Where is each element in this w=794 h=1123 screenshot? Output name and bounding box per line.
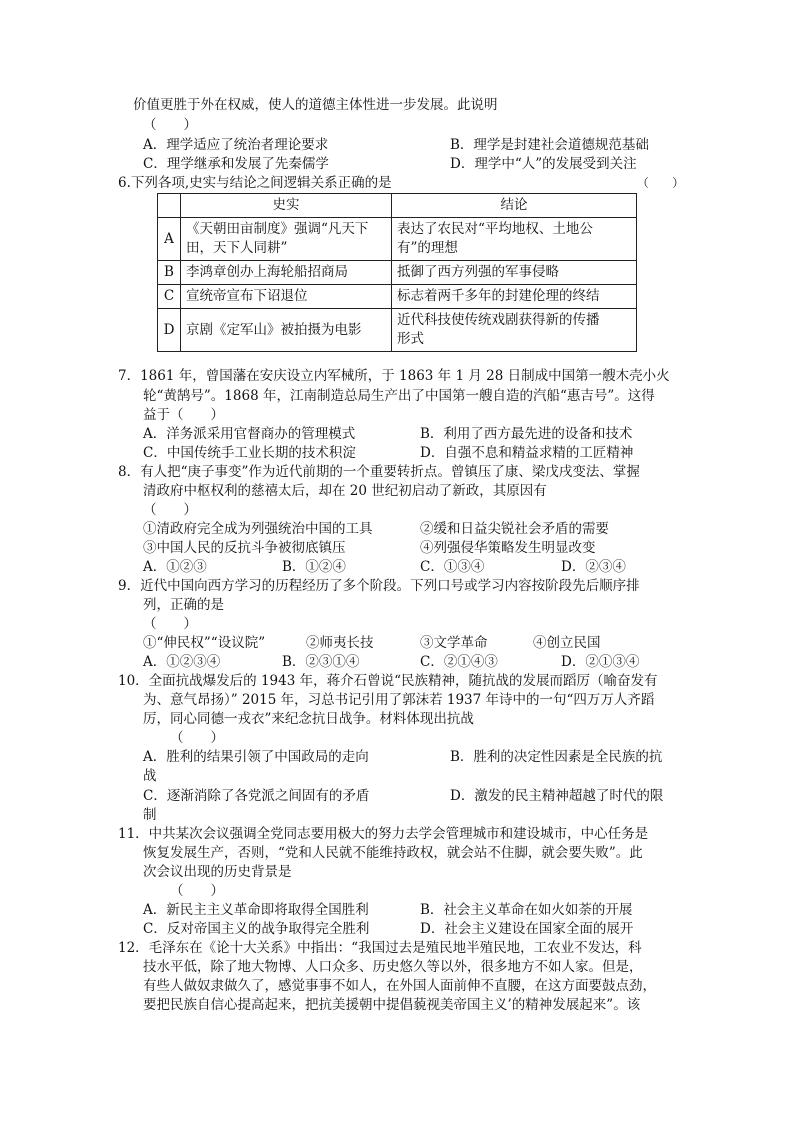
q7-stem-line: 益于（ ） xyxy=(143,407,224,423)
q5-stem-tail: 价值更胜于外在权威，使人的道德主体性进一步发展。此说明 xyxy=(133,97,498,113)
q10-option-b: B．胜利的决定性因素是全民族的抗 xyxy=(450,749,663,765)
conclusion-line: 标志着两千多年的封建伦理的终结 xyxy=(397,288,600,304)
q12-stem-line: 有些人做奴隶做久了，感觉事事不如人，在外国人面前伸不直腰，在这方面要鼓点劲， xyxy=(143,978,656,994)
q9-stem-line: 9．近代中国向西方学习的历程经历了多个阶段。下列口号或学习内容按阶段先后顺序排 xyxy=(118,578,640,594)
q10-option-c: C．逐渐消除了各党派之间固有的矛盾 xyxy=(143,788,370,804)
q12-stem-line: 要把民族自信心提高起来，把抗美援朝中提倡藐视美帝国主义’的精神发展起来”。该 xyxy=(143,997,641,1013)
q11-stem-line: 次会议出现的历史背景是 xyxy=(143,864,292,880)
conclusion-line: 表达了农民对“平均地权、土地公 xyxy=(397,221,593,237)
q8-stem-line: 8．有人把“庚子事变”作为近代前期的一个重要转折点。曾镇压了康、梁戊戌变法、掌握 xyxy=(118,464,640,480)
q11-option-a: A．新民主主义革命即将取得全国胜利 xyxy=(143,902,369,918)
q9-option-c: C．②①④③ xyxy=(420,654,498,670)
q11-option-d: D．社会主义建设在国家全面的展开 xyxy=(420,921,634,937)
q10-option-a: A．胜利的结果引领了中国政局的走向 xyxy=(143,749,369,765)
q5-option-c: C．理学继承和发展了先秦儒学 xyxy=(143,156,329,172)
row-conclusion xyxy=(392,309,637,352)
q11-stem-line: 11．中共某次会议强调全党同志要用极大的努力去学会管理城市和建设城市，中心任务是 xyxy=(118,826,649,842)
q7-stem-line: 7．1861 年，曾国藩在安庆设立内军械所，于 1863 年 1 月 28 日制成中国第一艘木壳小火 xyxy=(118,368,670,384)
q12-stem-line: 12．毛泽东在《论十大关系》中指出：“我国过去是殖民地半殖民地，工农业不发达，科 xyxy=(118,940,642,956)
q8-item: ③中国人民的反抗斗争被彻底镇压 xyxy=(143,540,346,556)
table-header-blank xyxy=(158,194,181,218)
q5-answer-blank: （ ） xyxy=(143,117,197,133)
conclusion-line: 有”的理想 xyxy=(397,240,458,256)
q10-stem-line: 厉，同心同德一戎衣”来纪念抗日战争。材料体现出抗战 xyxy=(143,711,474,727)
q5-option-b: B．理学是封建社会道德规范基础 xyxy=(450,137,649,153)
conclusion-line: 抵御了西方列强的军事侵略 xyxy=(397,264,559,280)
q9-option-b: B．②③①④ xyxy=(282,654,360,670)
fact-line: 京剧《定军山》被拍摄为电影 xyxy=(186,321,362,338)
q6-stem: 6.下列各项,史实与结论之间逻辑关系正确的是 xyxy=(118,175,392,191)
q6-answer-blank: （ ） xyxy=(637,176,684,190)
q9-item: ②师夷长技 xyxy=(306,635,374,651)
row-letter: D xyxy=(158,309,181,352)
q8-item: ②缓和日益尖锐社会矛盾的需要 xyxy=(420,521,609,537)
q9-answer-blank: （ ） xyxy=(143,616,197,632)
q8-item: ④列强侵华策略发生明显改变 xyxy=(420,540,596,556)
q11-stem-line: 恢复发展生产，否则，“党和人民就不能维持政权，就会站不住脚，就会要失败”。此 xyxy=(143,845,643,861)
q9-item: ①“伸民权”“设议院” xyxy=(143,635,266,651)
row-letter: A xyxy=(158,218,181,261)
q7-option-a: A．洋务派采用官督商办的管理模式 xyxy=(143,426,356,442)
q10-option-d: D．激发的民主精神超越了时代的限 xyxy=(450,788,664,804)
q11-option-c: C．反对帝国主义的战争取得完全胜利 xyxy=(143,921,370,937)
q7-stem-line: 轮“黄鹄号”。1868 年，江南制造总局生产出了中国第一艘自造的汽船“惠吉号”。这得 xyxy=(143,388,655,404)
row-conclusion xyxy=(392,218,637,261)
row-letter: B xyxy=(158,261,181,285)
q8-answer-blank: （ ） xyxy=(143,502,197,518)
q10-answer-blank: （ ） xyxy=(170,730,224,746)
row-conclusion xyxy=(392,261,637,285)
conclusion-line: 形式 xyxy=(397,331,424,347)
table-header-fact: 史实 xyxy=(181,194,392,218)
conclusion-line: 近代科技使传统戏剧获得新的传播 xyxy=(397,312,600,328)
row-fact xyxy=(181,309,392,352)
row-letter: C xyxy=(158,285,181,309)
q8-option-a: A．①②③ xyxy=(143,559,207,575)
q8-option-b: B．①②④ xyxy=(282,559,346,575)
fact-line: 《天朝田亩制度》强调“凡天下 xyxy=(186,221,369,237)
q6-table xyxy=(157,193,637,352)
table-row xyxy=(158,218,637,261)
q10-stem-line: 10．全面抗战爆发后的 1943 年，蒋介石曾说“民族精神，随抗战的发展而蹈厉（喻奋发有 xyxy=(118,673,658,689)
table-row xyxy=(158,261,637,285)
q9-option-a: A．①②③④ xyxy=(143,654,221,670)
fact-line: 宣统帝宣布下诏退位 xyxy=(186,288,308,304)
row-fact xyxy=(181,285,392,309)
fact-line: 田，天下人同耕” xyxy=(186,240,288,256)
q7-option-d: D．自强不息和精益求精的工匠精神 xyxy=(420,445,634,461)
q9-item: ④创立民国 xyxy=(533,635,601,651)
table-row xyxy=(158,309,637,352)
row-fact xyxy=(181,261,392,285)
table-row xyxy=(158,285,637,309)
q9-stem-line: 列，正确的是 xyxy=(143,597,224,613)
q7-option-b: B．利用了西方最先进的设备和技术 xyxy=(420,426,633,442)
q8-item: ①清政府完全成为列强统治中国的工具 xyxy=(143,521,373,537)
table-header-row xyxy=(158,194,637,218)
q10-option-b-wrap: 战 xyxy=(143,768,157,784)
q9-item: ③文学革命 xyxy=(420,635,488,651)
q9-option-d: D．②①③④ xyxy=(561,654,640,670)
table-header-conclusion: 结论 xyxy=(392,194,637,218)
q11-option-b: B．社会主义革命在如火如荼的开展 xyxy=(420,902,633,918)
q8-option-c: C．①③④ xyxy=(420,559,485,575)
q11-answer-blank: （ ） xyxy=(170,883,224,899)
q12-stem-line: 技水平低，除了地大物博、人口众多、历史悠久等以外，很多地方不如人家。但是， xyxy=(143,959,643,975)
q10-stem-line: 为、意气昂扬）” 2015 年，习总书记引用了郭沫若 1937 年诗中的一句“四万万人齐蹈 xyxy=(143,692,655,708)
q8-stem-line: 清政府中枢权利的慈禧太后，却在 20 世纪初启动了新政，其原因有 xyxy=(143,483,547,499)
row-fact xyxy=(181,218,392,261)
q7-option-c: C．中国传统手工业长期的技术积淀 xyxy=(143,445,356,461)
q5-option-d: D．理学中“人”的发展受到关注 xyxy=(450,156,637,172)
q8-option-d: D．②③④ xyxy=(561,559,626,575)
q10-option-d-wrap: 制 xyxy=(143,807,157,823)
fact-line: 李鸿章创办上海轮船招商局 xyxy=(186,264,348,280)
row-conclusion xyxy=(392,285,637,309)
q5-option-a: A．理学适应了统治者理论要求 xyxy=(143,137,329,153)
